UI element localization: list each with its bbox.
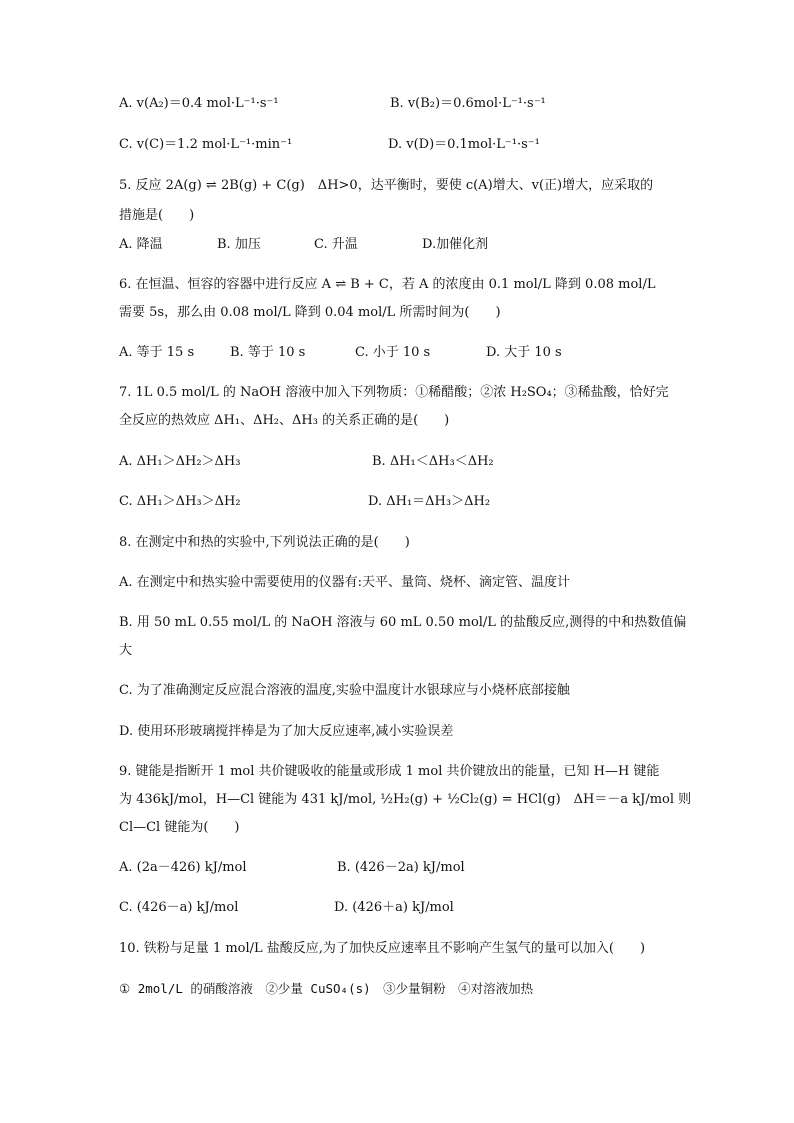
q9-option-d: D. (426＋a) kJ/mol	[334, 900, 454, 915]
q8-option-a: A. 在测定中和热实验中需要使用的仪器有:天平、量筒、烧杯、滴定管、温度计	[119, 575, 571, 590]
q5-option-d: D.加催化剂	[422, 237, 489, 252]
q8-option-b-cont: 大	[119, 643, 133, 658]
q5-option-a: A. 降温	[119, 237, 163, 252]
q5-option-b: B. 加压	[217, 237, 261, 252]
q7-option-c: C. ΔH₁＞ΔH₃＞ΔH₂	[119, 494, 241, 509]
q8-option-c: C. 为了准确测定反应混合溶液的温度,实验中温度计水银球应与小烧杯底部接触	[119, 683, 570, 698]
option-a-rate: A. v(A₂)＝0.4 mol·L⁻¹·s⁻¹	[119, 96, 279, 111]
option-b-rate: B. v(B₂)＝0.6mol·L⁻¹·s⁻¹	[390, 96, 546, 111]
question-9-text-cont: 为 436kJ/mol，H—Cl 键能为 431 kJ/mol, ½H₂(g) + ½Cl₂(g) = HCl(g) ΔH＝－a kJ/mol 则	[119, 792, 692, 807]
q9-option-a: A. (2a－426) kJ/mol	[119, 860, 247, 875]
question-10-choices: ① 2mol/L 的硝酸溶液 ②少量 CuSO₄(s) ③少量铜粉 ④对溶液加热	[119, 981, 534, 996]
question-7-text-cont: 全反应的热效应 ΔH₁、ΔH₂、ΔH₃ 的关系正确的是( )	[119, 413, 450, 428]
question-5-text-cont: 措施是( )	[119, 208, 195, 223]
q6-option-d: D. 大于 10 s	[486, 345, 562, 360]
question-10-text: 10. 铁粉与足量 1 mol/L 盐酸反应,为了加快反应速率且不影响产生氢气的量可以加入( )	[119, 941, 646, 956]
q6-option-c: C. 小于 10 s	[355, 345, 431, 360]
q7-option-a: A. ΔH₁＞ΔH₂＞ΔH₃	[119, 454, 241, 469]
q7-option-b: B. ΔH₁＜ΔH₃＜ΔH₂	[372, 454, 494, 469]
q8-option-b: B. 用 50 mL 0.55 mol/L 的 NaOH 溶液与 60 mL 0.50 mol/L 的盐酸反应,测得的中和热数值偏	[119, 615, 687, 630]
option-d-rate: D. v(D)＝0.1mol·L⁻¹·s⁻¹	[388, 137, 540, 152]
q6-option-b: B. 等于 10 s	[230, 345, 306, 360]
question-5-text: 5. 反应 2A(g) ⇌ 2B(g) + C(g) ΔH>0，达平衡时，要使 c(A)增大、v(正)增大，应采取的	[119, 178, 654, 193]
question-7-text: 7. 1L 0.5 mol/L 的 NaOH 溶液中加入下列物质：①稀醋酸；②浓 H₂SO₄；③稀盐酸，恰好完	[119, 385, 669, 400]
q5-option-c: C. 升温	[314, 237, 358, 252]
option-c-rate: C. v(C)＝1.2 mol·L⁻¹·min⁻¹	[119, 137, 293, 152]
question-9-text-cont2: Cl—Cl 键能为( )	[119, 820, 240, 835]
q8-option-d: D. 使用环形玻璃搅拌棒是为了加大反应速率,减小实验误差	[119, 724, 454, 739]
question-6-text-cont: 需要 5s，那么由 0.08 mol/L 降到 0.04 mol/L 所需时间为( )	[119, 305, 501, 320]
q7-option-d: D. ΔH₁＝ΔH₃＞ΔH₂	[368, 494, 491, 509]
q9-option-c: C. (426－a) kJ/mol	[119, 900, 239, 915]
q9-option-b: B. (426－2a) kJ/mol	[337, 860, 465, 875]
question-8-text: 8. 在测定中和热的实验中,下列说法正确的是( )	[119, 535, 410, 550]
question-9-text: 9. 键能是指断开 1 mol 共价键吸收的能量或形成 1 mol 共价键放出的能量，已知 H—H 键能	[119, 764, 660, 779]
question-6-text: 6. 在恒温、恒容的容器中进行反应 A ⇌ B + C，若 A 的浓度由 0.1 mol/L 降到 0.08 mol/L	[119, 277, 656, 292]
q6-option-a: A. 等于 15 s	[119, 345, 195, 360]
